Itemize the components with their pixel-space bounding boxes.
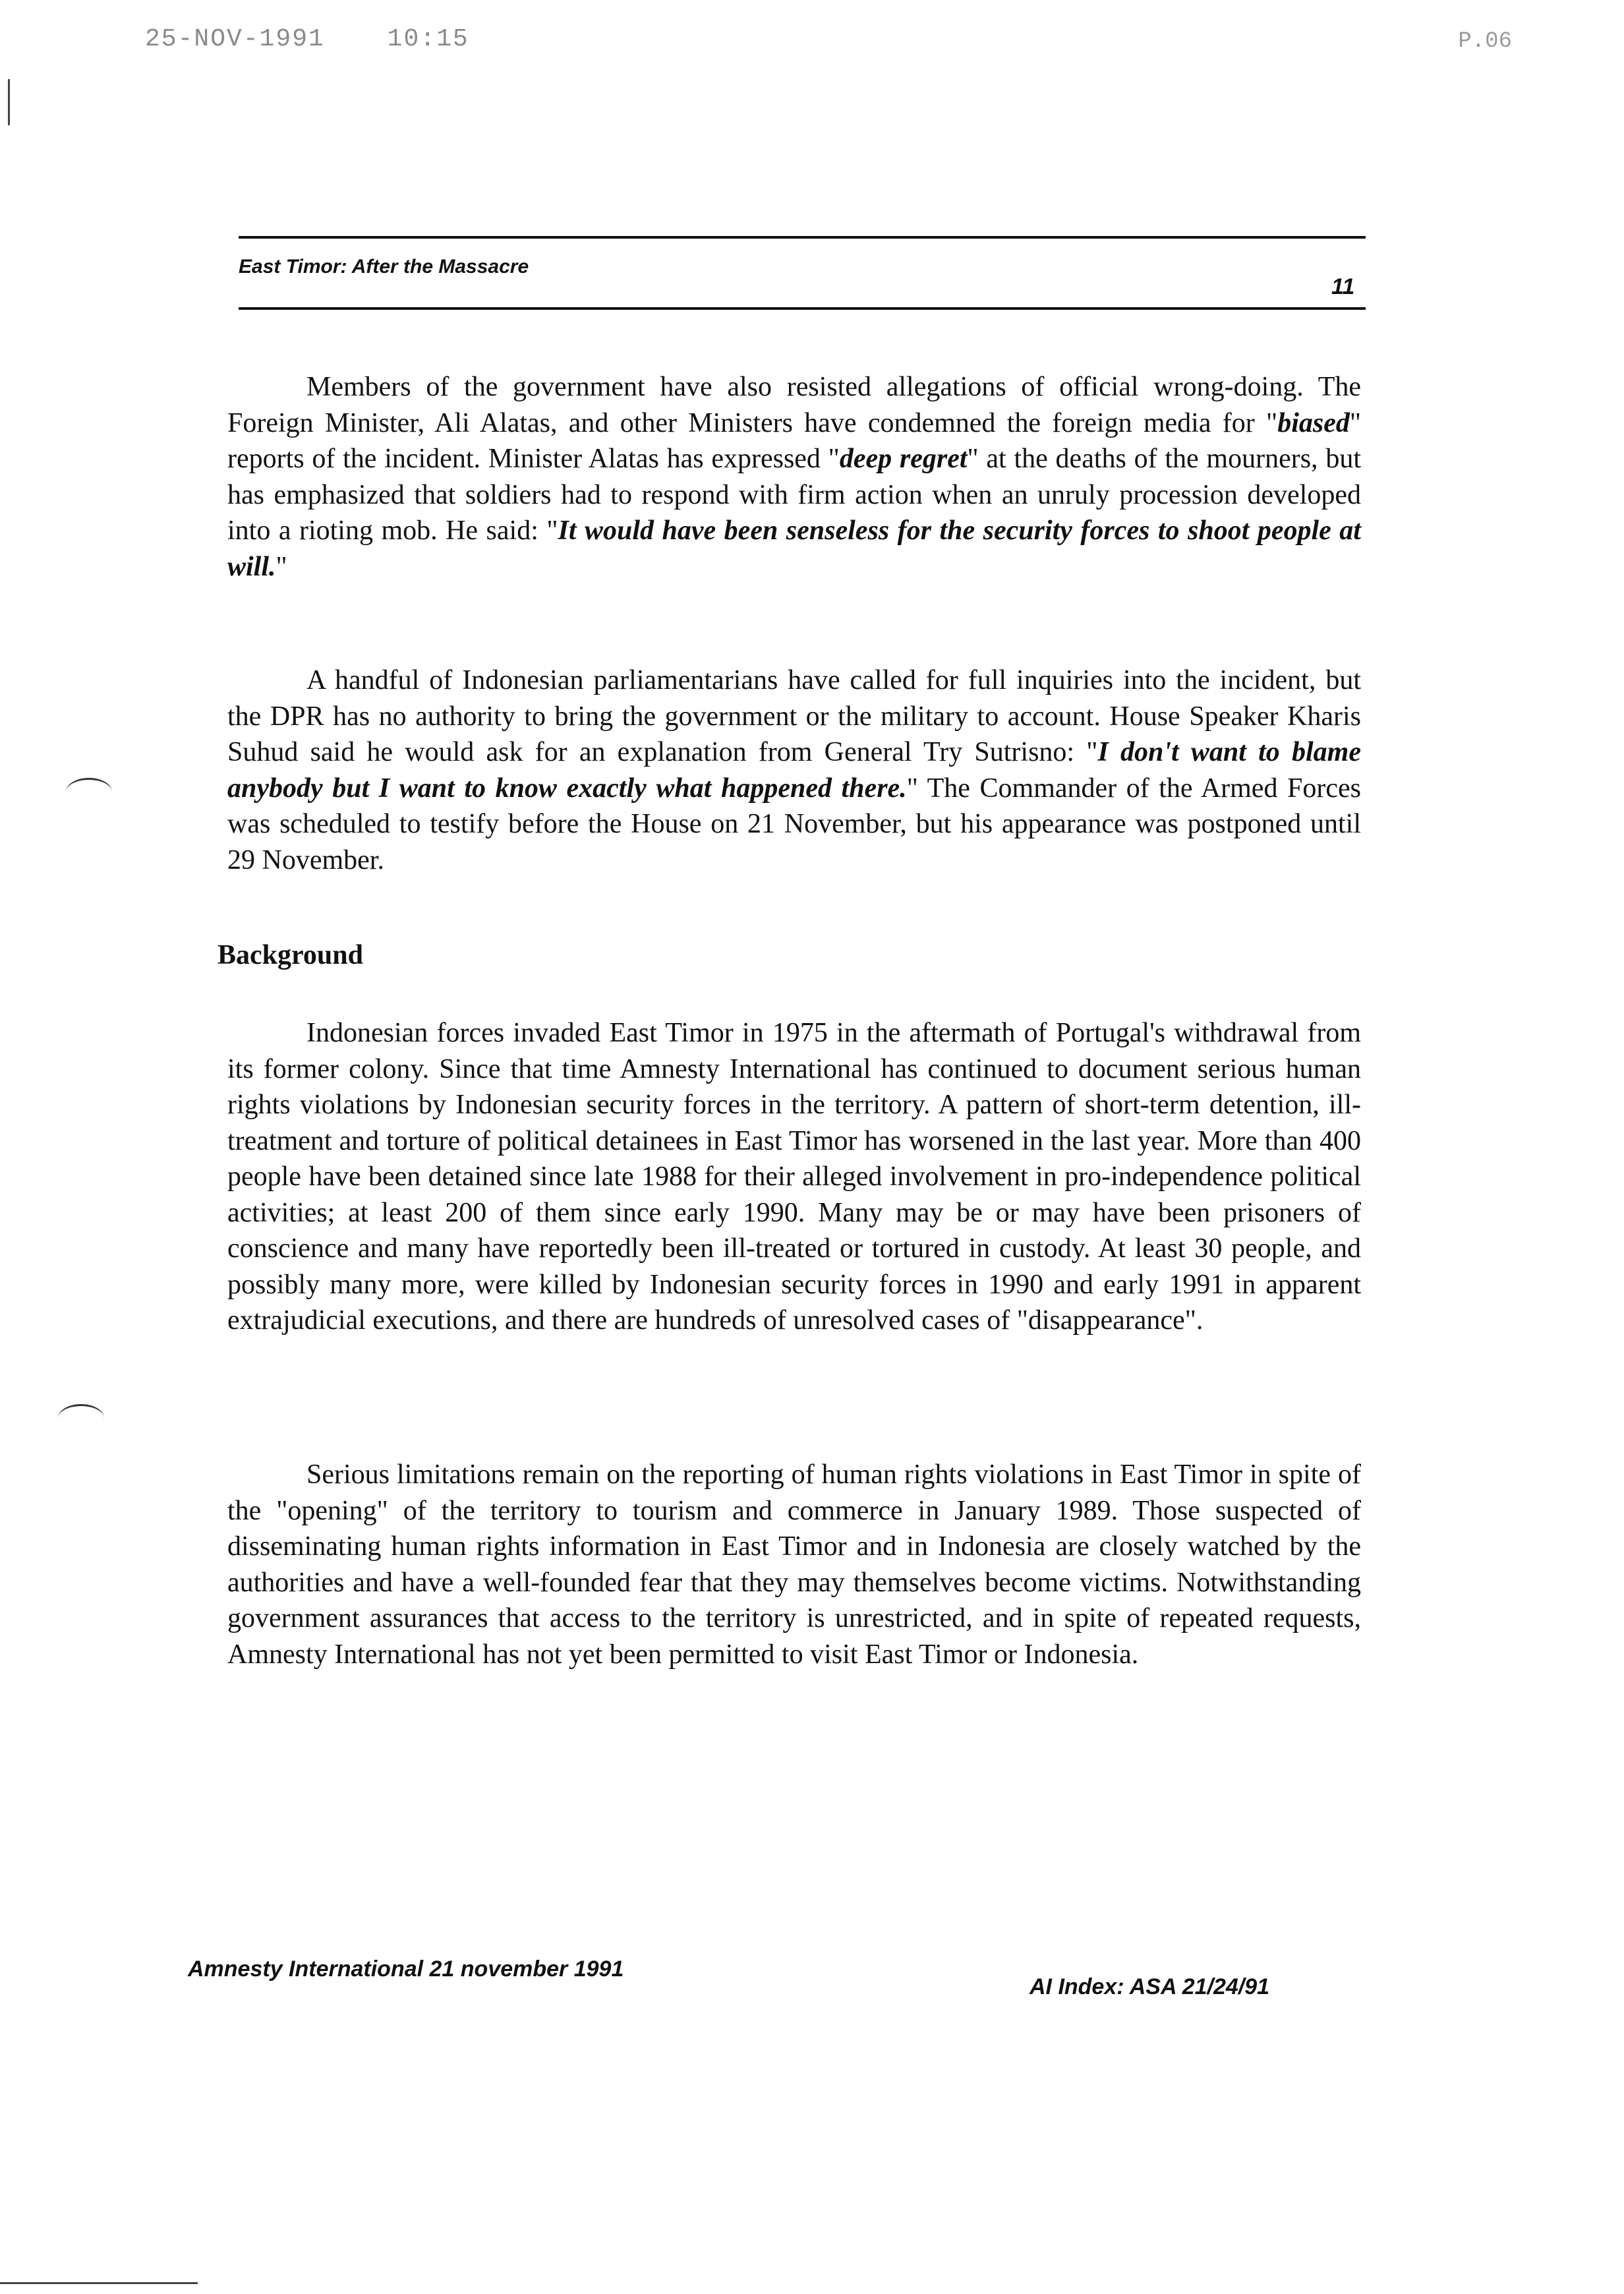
page-number: 11 (1331, 274, 1355, 299)
p1-emphasis-deep-regret: deep regret (839, 444, 968, 474)
p1-text-2: " reports of the incident. Minister Alatas has expressed " (227, 407, 1361, 474)
scan-edge-mark (8, 79, 10, 125)
paragraph-parliament-inquiries (227, 662, 1361, 878)
running-title: East Timor: After the Massacre (239, 256, 529, 278)
fax-time: 10:15 (387, 25, 469, 53)
p2-emphasis-quote: I don't want to blame anybody but I want to know exactly what happened there. (227, 737, 1361, 804)
scan-hole-punch-mark (58, 1404, 104, 1432)
p2-text-1: A handful of Indonesian parliamentarians have called for full inquiries into the incident, but the DPR has no authority to bring the government or the military to account. House Speaker Kharis Suhud said he would ask for an explanation from General Try Sutrisno: " (227, 665, 1361, 767)
header-bottom-rule (239, 307, 1366, 310)
footer-publisher-date: Amnesty International 21 november 1991 (188, 1956, 624, 1982)
fax-transmission-header (145, 25, 515, 53)
p2-text-2: " The Commander of the Armed Forces was scheduled to testify before the House on 21 November, but his appearance was postponed until 29 November. (227, 773, 1361, 875)
p1-emphasis-quote: It would have been senseless for the security forces to shoot people at will. (227, 515, 1361, 582)
fax-page-code: P.06 (1458, 29, 1512, 54)
p1-text-4: " (276, 551, 287, 582)
scan-bottom-edge-mark (0, 2282, 198, 2284)
fax-date: 25-NOV-1991 (145, 25, 325, 53)
scan-hole-punch-mark (66, 778, 112, 806)
section-heading-background: Background (218, 940, 363, 970)
paragraph-government-response (227, 369, 1361, 585)
paragraph-background-invasion: Indonesian forces invaded East Timor in 1975 in the aftermath of Portugal's withdrawal from its former colony. Since that time Amnesty International has continued to document serious human rights violations by Indonesian security forces in the territory. A pattern of short-term detention, ill-treatment and torture of political detainees in East Timor has worsened in the last year. More than 400 people have been detained since late 1988 for their alleged involvement in pro-independence political activities; at least 200 of them since early 1990. Many may be or may have been prisoners of conscience and many have reportedly been ill-treated or tortured in custody. At least 30 people, and possibly many more, were killed by Indonesian security forces in 1990 and early 1991 in apparent extrajudicial executions, and there are hundreds of unresolved cases of "disappearance". (227, 1018, 1361, 1336)
p1-text-1: Members of the government have also resisted allegations of official wrong-doing. The Foreign Minister, Ali Alatas, and other Ministers have condemned the foreign media for " (227, 372, 1361, 438)
header-top-rule (239, 236, 1366, 239)
p1-text-3: " at the deaths of the mourners, but has emphasized that soldiers had to respond with firm action when an unruly procession developed into a rioting mob. He said: " (227, 444, 1361, 546)
p1-emphasis-biased: biased (1277, 407, 1350, 438)
paragraph-reporting-limitations: Serious limitations remain on the reporting of human rights violations in East Timor in spite of the "opening" of the territory to tourism and commerce in January 1989. Those suspected of disseminating human rights information in East Timor and in Indonesia are closely watched by the authorities and have a well-founded fear that they may themselves become victims. Notwithstanding government assurances that access to the territory is unrestricted, and in spite of repeated requests, Amnesty International has not yet been permitted to visit East Timor or Indonesia. (227, 1459, 1361, 1670)
footer-ai-index: AI Index: ASA 21/24/91 (1030, 1974, 1270, 1999)
